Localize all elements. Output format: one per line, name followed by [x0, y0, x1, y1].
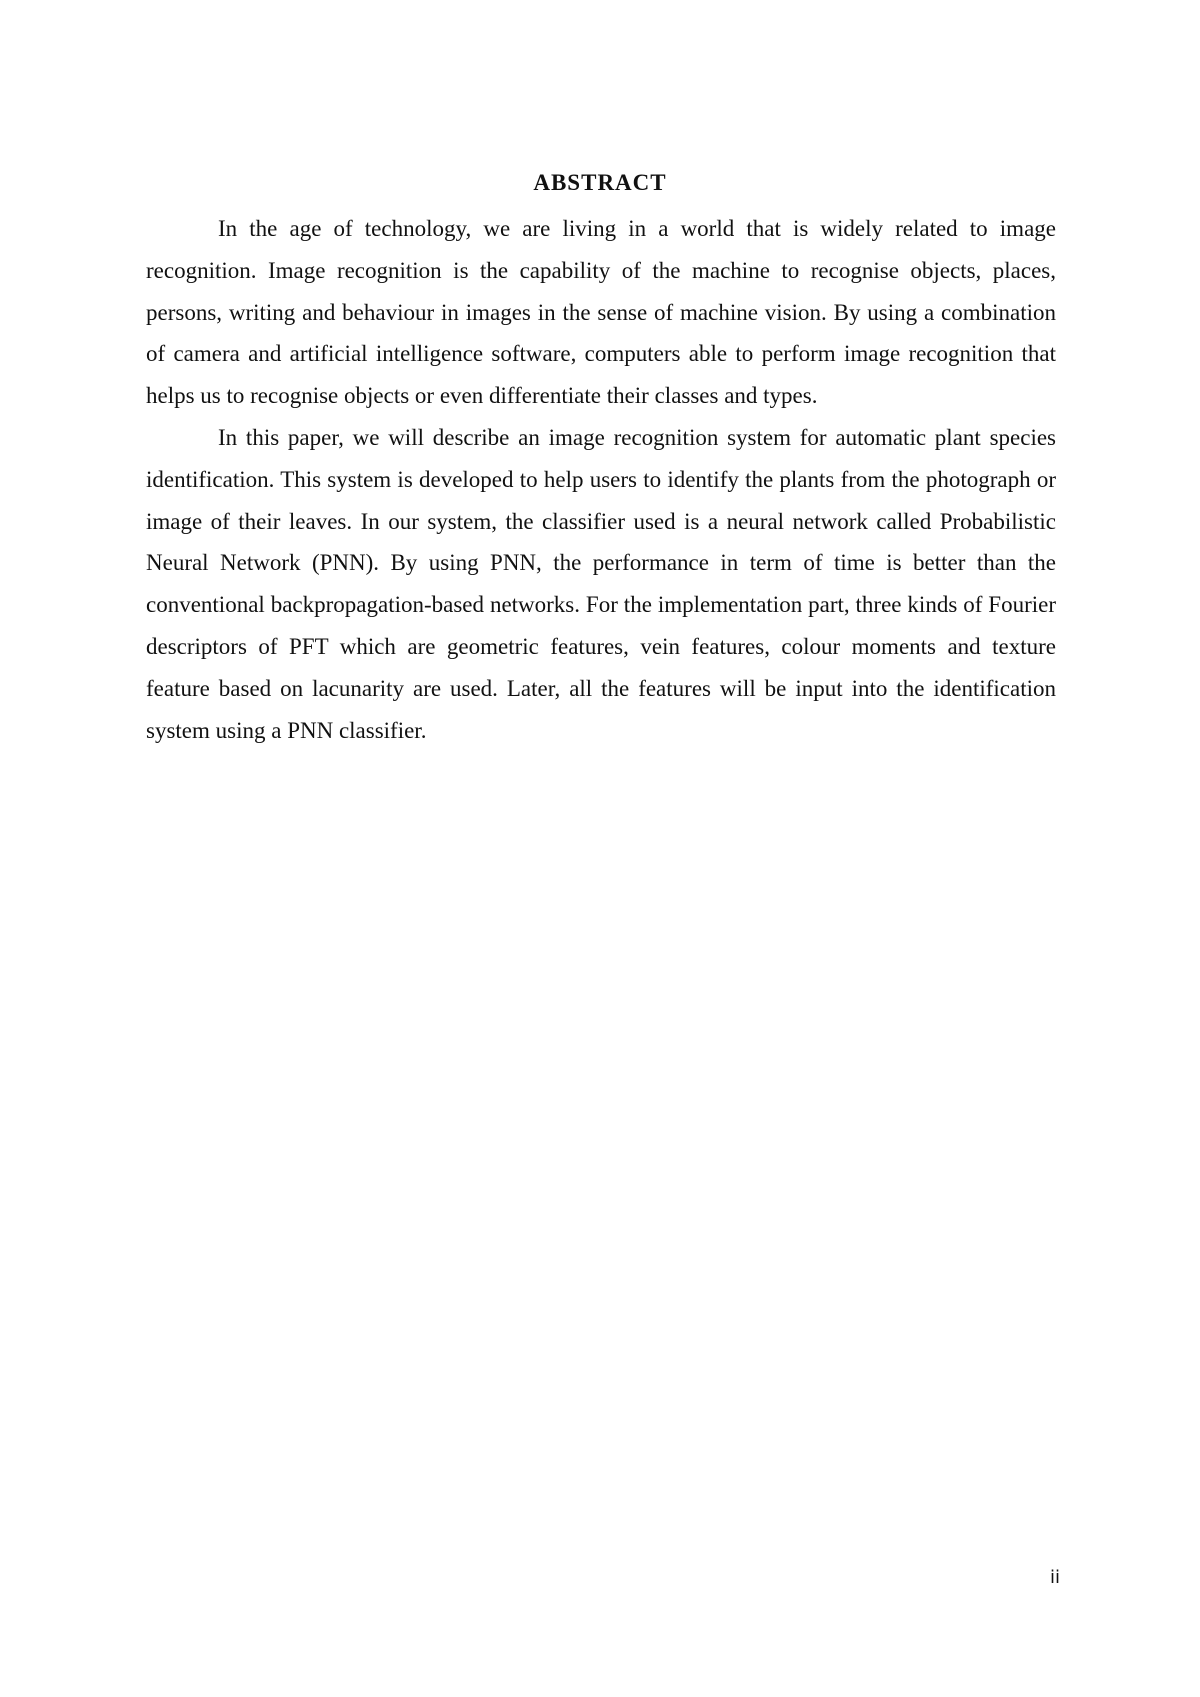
- abstract-paragraph-2: In this paper, we will describe an image recognition system for automatic plant species identification. This system is developed to help users to identify the plants from the photograph or image of their leaves. In our system, the classifier used is a neural network called Probabilistic Neural Network (PNN). By using PNN, the performance in term of time is better than the conventional backpropagation-based networks. For the implementation part, three kinds of Fourier descriptors of PFT which are geometric features, vein features, colour moments and texture feature based on lacunarity are used. Later, all the features will be input into the identification system using a PNN classifier.: [146, 424, 1056, 743]
- abstract-paragraph-1: In the age of technology, we are living in a world that is widely related to image recognition. Image recognition is the capability of the machine to recognise objects, places, persons, writing and behaviour in images in the sense of machine vision. By using a combination of camera and artificial intelligence software, computers able to perform image recognition that helps us to recognise objects or even differentiate their classes and types.: [146, 216, 1056, 409]
- page-number: ii: [1049, 1567, 1060, 1588]
- abstract-heading: ABSTRACT: [533, 170, 667, 195]
- abstract-body: [146, 208, 1056, 751]
